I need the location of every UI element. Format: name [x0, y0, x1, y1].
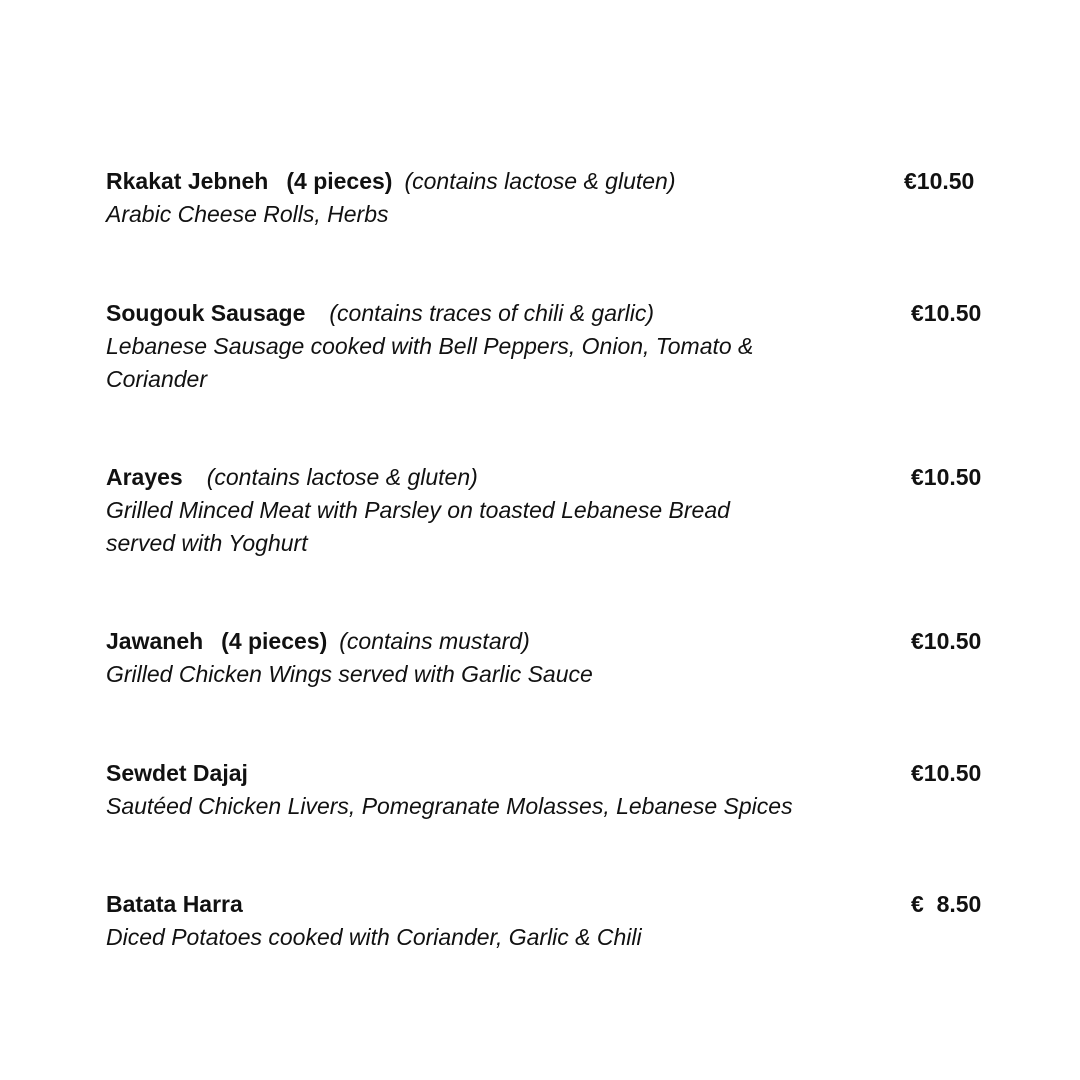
item-description: Grilled Chicken Wings served with Garlic Sauce [106, 661, 593, 687]
item-name: Arayes [106, 464, 183, 490]
item-name: Rkakat Jebneh [106, 168, 269, 194]
item-price: € 8.50 [911, 891, 982, 917]
item-price: €10.50 [911, 300, 982, 326]
item-name: Sougouk Sausage [106, 300, 306, 326]
menu-item [106, 165, 1006, 231]
item-quantity: (4 pieces) [221, 628, 328, 654]
menu-item-header [106, 461, 1006, 494]
item-allergen-note: (contains mustard) [339, 628, 530, 654]
menu-item-header [106, 165, 1006, 198]
menu-item [106, 297, 1006, 396]
menu-item [106, 888, 1006, 954]
item-name: Jawaneh [106, 628, 204, 654]
menu-item-header [106, 625, 1006, 658]
item-description: Diced Potatoes cooked with Coriander, Garlic & Chili [106, 924, 642, 950]
item-price: €10.50 [904, 168, 975, 194]
item-allergen-note: (contains lactose & gluten) [206, 464, 478, 490]
item-allergen-note: (contains traces of chili & garlic) [329, 300, 655, 326]
item-name: Sewdet Dajaj [106, 760, 248, 786]
item-quantity: (4 pieces) [286, 168, 393, 194]
item-description: Grilled Minced Meat with Parsley on toasted Lebanese Bread served with Yoghurt [106, 497, 730, 556]
menu-item [106, 461, 1006, 560]
item-allergen-note: (contains lactose & gluten) [404, 168, 676, 194]
menu-item-header [106, 297, 1006, 330]
menu-item-header [106, 757, 1006, 790]
item-price: €10.50 [911, 628, 982, 654]
item-description: Arabic Cheese Rolls, Herbs [106, 201, 389, 227]
item-price: €10.50 [911, 760, 982, 786]
menu-item [106, 757, 1006, 823]
item-description: Sautéed Chicken Livers, Pomegranate Molasses, Lebanese Spices [106, 793, 793, 819]
menu-item [106, 625, 1006, 691]
menu-item-header [106, 888, 1006, 921]
item-description: Lebanese Sausage cooked with Bell Peppers, Onion, Tomato & Coriander [106, 333, 754, 392]
item-name: Batata Harra [106, 891, 243, 917]
item-price: €10.50 [911, 464, 982, 490]
